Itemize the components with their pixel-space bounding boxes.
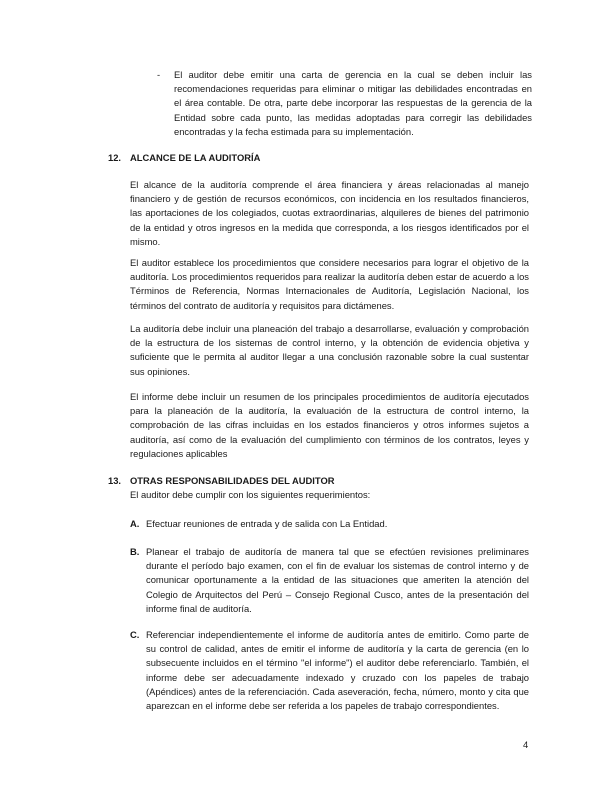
requirement-letter-a: A. — [130, 518, 140, 529]
requirement-item-b — [130, 545, 529, 616]
requirement-text-c: Referenciar independientemente el informe de auditoría antes de emitirlo. Como parte de su control de calidad, antes de emitir el informe de auditoría y la carta de gerencia (en lo subsecuente incluidos en el término "el informe") el auditor debe referenciarlo. También, el informe debe ser adecuadamente indexado y cruzado con los papeles de trabajo (Apéndices) antes de la referenciación. Cada aseveración, fecha, número, monto y cita que aparezcan en el informe debe ser referida a los papeles de trabajo correspondientes. — [146, 629, 529, 712]
requirement-letter-b: B. — [130, 546, 140, 557]
bullet-dash: - — [157, 69, 161, 80]
page-number: 4 — [523, 739, 529, 750]
bullet-text: El auditor debe emitir una carta de gerencia en la cual se deben incluir las recomendaciones requeridas para eliminar o mitigar las debilidades encontradas en el área contable. De otra, parte debe incorporar las respuestas de la gerencia de la Entidad sobre cada punto, las medidas adoptadas para corregir las debilidades encontradas y la fecha estimada para su implementación. — [174, 69, 532, 137]
requirement-item-a — [130, 517, 529, 531]
section-12-paragraph-3: La auditoría debe incluir una planeación del trabajo a desarrollarse, evaluación y comprobación de la estructura de los sistemas de control interno, y la obtención de evidencia objetiva y suficiente que le permita al auditor llegar a una conclusión razonable sobre la cual sustentar sus opiniones. — [130, 323, 529, 377]
section-12-number: 12. — [108, 152, 122, 163]
requirement-item-c — [130, 628, 529, 713]
section-12-paragraph-4: El informe debe incluir un resumen de los principales procedimientos de auditoría ejecutados para la planeación de la auditoría, la evaluación de la estructura de control interno, la comprobación de las cifras incluidas en los estados financieros y otros informes sujetos a auditoría, así como de la evaluación del cumplimiento con términos de los contratos, leyes y regulaciones aplicables — [130, 391, 529, 459]
section-12-title: ALCANCE DE LA AUDITORÍA — [130, 152, 261, 163]
section-12-paragraph-1: El alcance de la auditoría comprende el área financiera y áreas relacionadas al manejo financiero y de gestión de recursos económicos, con incidencia en los resultados financieros, las aportaciones de los colegiados, cuotas extraordinarias, alquileres de bienes del patrimonio de la entidad y otros ingresos en la medida que corresponda, a los riesgos identificados por el mismo. — [130, 179, 529, 247]
section-12-paragraph-2: El auditor establece los procedimientos que considere necesarios para lograr el objetivo de la auditoría. Los procedimientos requeridos para realizar la auditoría deben estar de acuerdo a los Términos de Referencia, Normas Internacionales de Auditoría, Legislación Nacional, los términos del contrato de auditoría y requisitos para dictámenes. — [130, 257, 529, 311]
section-12-heading — [108, 151, 260, 165]
bullet-item — [157, 68, 532, 139]
section-13-intro: El auditor debe cumplir con los siguientes requerimientos: — [130, 489, 371, 500]
section-13-title: OTRAS RESPONSABILIDADES DEL AUDITOR — [130, 475, 335, 486]
requirement-letter-c: C. — [130, 629, 140, 640]
requirement-text-b: Planear el trabajo de auditoría de manera tal que se efectúen revisiones preliminares durante el período bajo examen, con el fin de evaluar los sistemas de control interno y de comunicar oportunamente a la entidad de las situaciones que ameriten la atención del Colegio de Arquitectos del Perú – Consejo Regional Cusco, antes de la presentación del informe final de auditoría. — [146, 546, 529, 614]
requirement-text-a: Efectuar reuniones de entrada y de salida con La Entidad. — [146, 518, 388, 529]
section-13-number: 13. — [108, 475, 122, 486]
section-13-heading — [108, 474, 335, 488]
